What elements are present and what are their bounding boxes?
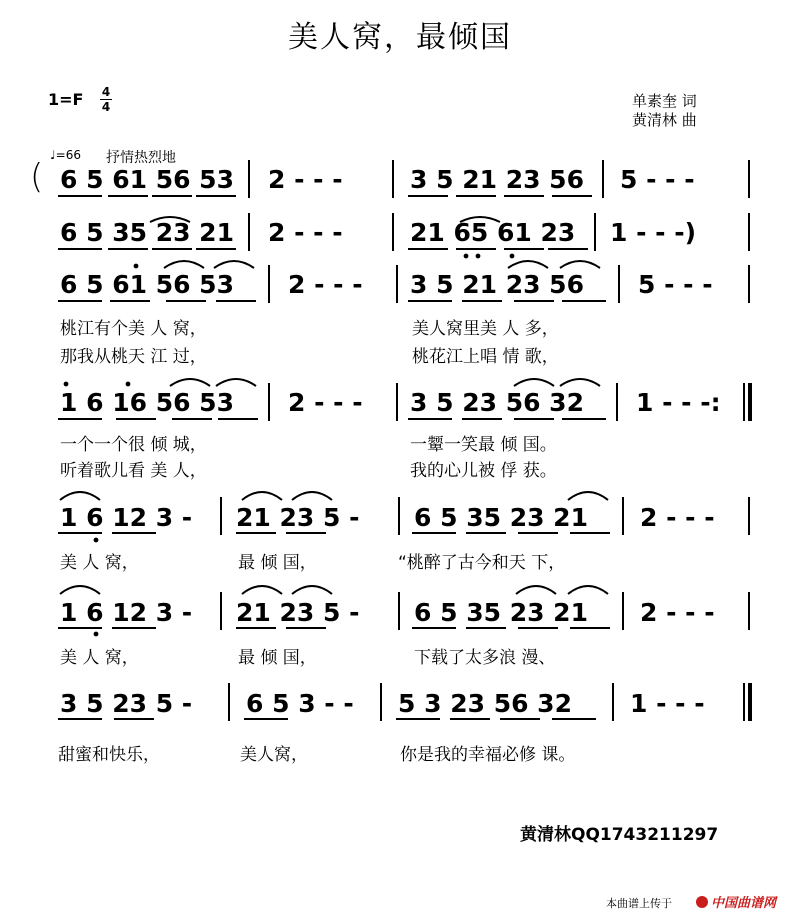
row6-lyric-c: 下载了太多浪 漫、 xyxy=(414,648,556,668)
row7-lyric-b: 美人窝， xyxy=(240,745,308,765)
octave-dot xyxy=(126,382,131,387)
slur xyxy=(568,492,608,500)
octave-dot xyxy=(64,382,69,387)
row5-lyric-a: 美 人 窝， xyxy=(60,553,139,573)
row7-lyric-c: 你是我的幸福必修 课。 xyxy=(400,745,576,765)
slur xyxy=(170,379,210,386)
slur xyxy=(150,217,190,222)
slur xyxy=(560,261,600,268)
row3-lyric-v1-a: 桃江有个美 人 窝， xyxy=(60,319,207,339)
row4-measure1: 1 6 16 56 53 xyxy=(60,388,234,417)
row3-measure4: 5 - - - xyxy=(638,270,713,299)
row3-measure2: 2 - - - xyxy=(288,270,363,299)
row5-measure3: 6 5 35 23 21 xyxy=(414,503,588,532)
slur xyxy=(242,586,282,594)
row1-measure2: 2 - - - xyxy=(268,165,343,194)
row6-measure3: 6 5 35 23 21 xyxy=(414,598,588,627)
slur xyxy=(60,586,100,594)
row4-measure3: 3 5 23 56 32 xyxy=(410,388,584,417)
row3-lyric-v1-b: 美人窝里美 人 多， xyxy=(412,319,559,339)
octave-dot xyxy=(94,538,99,543)
key-signature: 1=F xyxy=(48,90,84,109)
row7-measure2: 6 5 3 - - xyxy=(246,689,354,718)
footer-upload-text: 本曲谱上传于 xyxy=(606,897,672,910)
row3-lyric-v2-b: 桃花江上唱 情 歌， xyxy=(412,347,559,367)
row6-measure2: 21 23 5 - xyxy=(236,598,360,627)
slur xyxy=(292,586,332,594)
row5-measure1: 1 6 12 3 - xyxy=(60,503,193,532)
row3-measure1: 6 5 61 56 53 xyxy=(60,270,234,299)
row5-measure4: 2 - - - xyxy=(640,503,715,532)
lyricist-credit: 单素奎 词 xyxy=(632,92,697,110)
expression-marking: 抒情热烈地 xyxy=(106,150,176,166)
arranger-signature: 黄清林QQ1743211297 xyxy=(520,825,719,845)
time-signature-bottom: 4 xyxy=(101,100,111,114)
slur xyxy=(242,492,282,500)
octave-dot xyxy=(464,254,469,259)
row5-lyric-b: 最 倾 国， xyxy=(238,553,317,573)
octave-dot xyxy=(94,632,99,637)
row2-measure1: 6 5 35 23 21 xyxy=(60,218,234,247)
row7-measure3: 5 3 23 56 32 xyxy=(398,689,572,718)
time-signature-top: 4 xyxy=(101,85,111,99)
slur xyxy=(214,261,254,268)
slur xyxy=(216,379,256,386)
row6-measure1: 1 6 12 3 - xyxy=(60,598,193,627)
row1-measure3: 3 5 21 23 56 xyxy=(410,165,584,194)
slur xyxy=(508,261,548,268)
row7-measure4: 1 - - - xyxy=(630,689,705,718)
row5-lyric-c: “桃醉了古今和天 下， xyxy=(398,553,566,573)
row6-lyric-b: 最 倾 国， xyxy=(238,648,317,668)
row4-lyric-v2-a: 听着歌儿看 美 人， xyxy=(60,461,207,481)
slur xyxy=(460,217,500,222)
slur xyxy=(292,492,332,500)
slur xyxy=(516,586,556,594)
row4-lyric-v1-a: 一个一个很 倾 城， xyxy=(60,435,207,455)
row1-measure4: 5 - - - xyxy=(620,165,695,194)
octave-dot xyxy=(134,264,139,269)
row2-measure2: 2 - - - xyxy=(268,218,343,247)
row4-measure2: 2 - - - xyxy=(288,388,363,417)
logo-icon xyxy=(696,896,708,908)
row1-measure1: 6 5 61 56 53 xyxy=(60,165,234,194)
song-title: 美人窝，最倾国 xyxy=(288,20,512,55)
octave-dot xyxy=(476,254,481,259)
slur xyxy=(164,261,204,268)
slur xyxy=(514,379,554,386)
tempo-marking: ♩=66 xyxy=(50,148,81,162)
row4-lyric-v2-b: 我的心儿被 俘 获。 xyxy=(410,461,557,481)
row2-measure3: 21 65 61 23 xyxy=(410,218,576,247)
row4-lyric-v1-b: 一颦一笑最 倾 国。 xyxy=(410,435,557,455)
row3-measure3: 3 5 21 23 56 xyxy=(410,270,584,299)
slur xyxy=(560,379,600,386)
row6-lyric-a: 美 人 窝， xyxy=(60,648,139,668)
row6-measure4: 2 - - - xyxy=(640,598,715,627)
site-logo xyxy=(696,892,776,911)
row4-measure4: 1 - - -: xyxy=(636,388,721,417)
row3-lyric-v2-a: 那我从桃天 江 过， xyxy=(60,347,207,367)
intro-open-paren: ( xyxy=(30,157,44,197)
octave-dot xyxy=(510,254,515,259)
slur xyxy=(60,492,100,500)
row7-measure1: 3 5 23 5 - xyxy=(60,689,193,718)
composer-credit: 黄清林 曲 xyxy=(632,111,697,129)
site-name: 中国曲谱网 xyxy=(711,896,777,911)
row2-measure4: 1 - - -) xyxy=(610,218,697,247)
row7-lyric-a: 甜蜜和快乐， xyxy=(58,745,160,765)
row5-measure2: 21 23 5 - xyxy=(236,503,360,532)
slur xyxy=(568,586,608,594)
